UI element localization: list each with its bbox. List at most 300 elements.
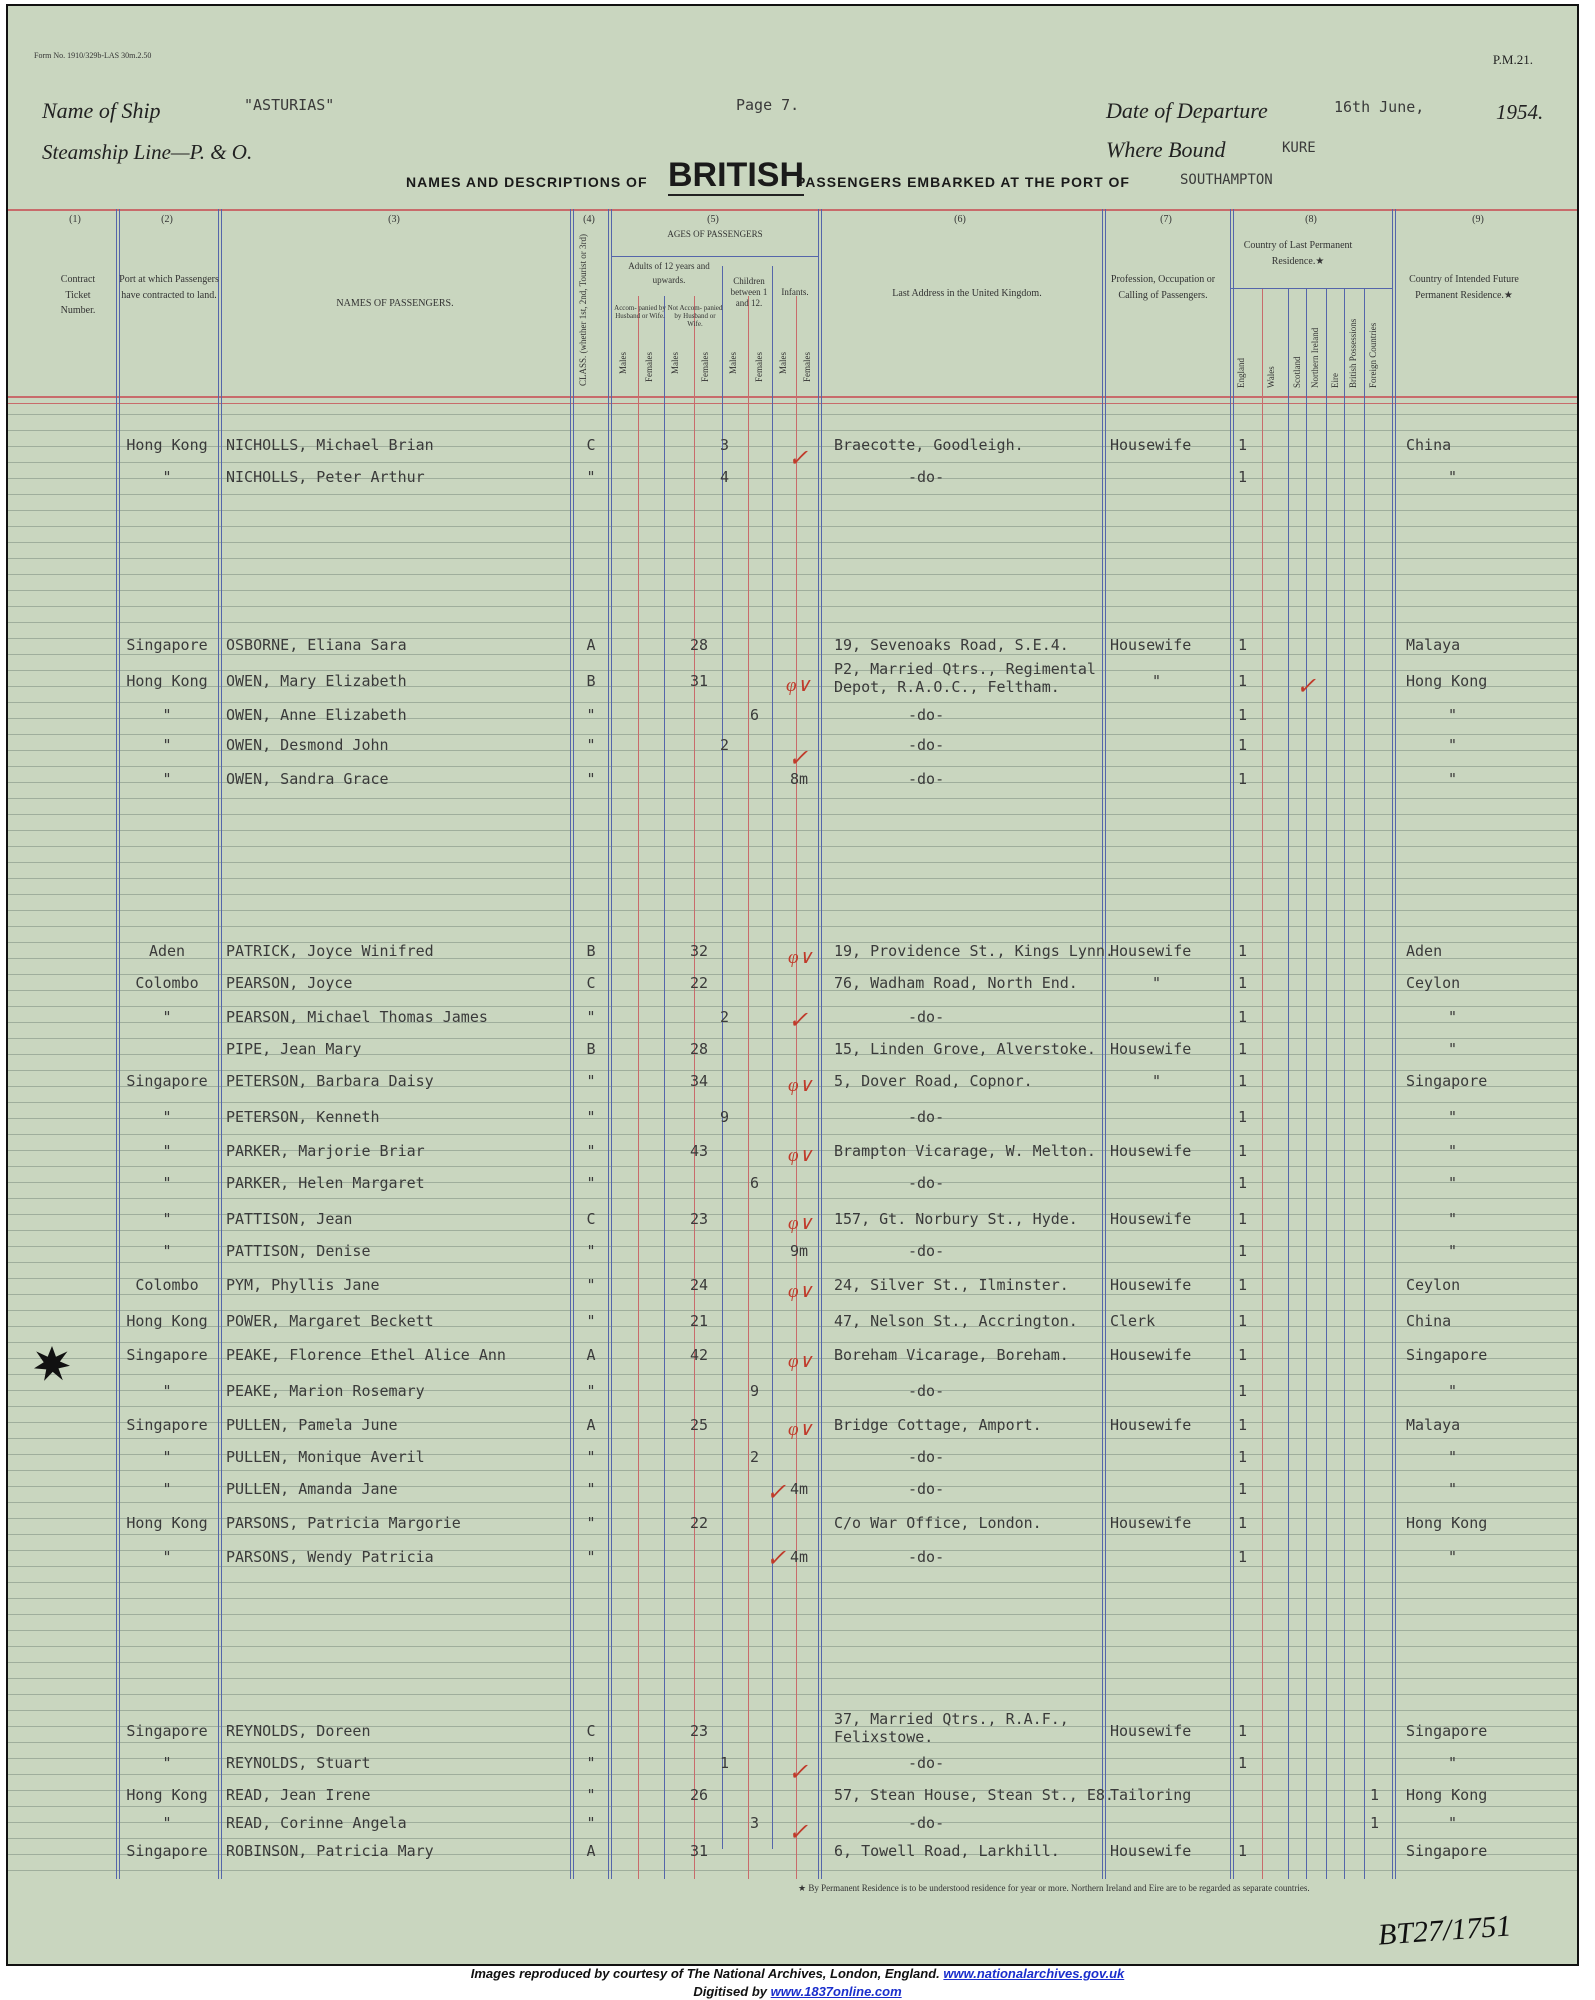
future-residence-cell: Singapore — [1406, 1842, 1488, 1860]
class-cell: " — [586, 1448, 596, 1466]
address-cell: 24, Silver St., Ilminster. — [834, 1276, 1069, 1294]
profession-cell: " — [1152, 1072, 1162, 1090]
ruled-line — [8, 1694, 1577, 1695]
country-subcolumn-divider — [1288, 288, 1289, 1879]
header-females-4: Females — [802, 352, 812, 382]
port-cell: " — [162, 736, 172, 754]
col-num-4: (4) — [583, 214, 595, 225]
profession-cell: Housewife — [1110, 1514, 1192, 1532]
class-cell: " — [586, 1514, 596, 1532]
ruled-line — [8, 1710, 1577, 1711]
check-mark-icon: ✓ — [788, 746, 809, 772]
country-last-cell: 1 — [1238, 1174, 1248, 1192]
profession-cell: Housewife — [1110, 1722, 1192, 1740]
class-cell: A — [586, 1842, 596, 1860]
address-cell: Brampton Vicarage, W. Melton. — [834, 1142, 1096, 1160]
departure-date: 16th June, — [1334, 98, 1425, 116]
footnote: ★ By Permanent Residence is to be understood residence for year or more. Northern Ireland and Eire are to be regarded as separate countries. — [798, 1883, 1310, 1893]
ruled-line — [8, 606, 1577, 607]
ruled-line — [8, 830, 1577, 831]
1837online-link[interactable]: www.1837online.com — [770, 1984, 902, 1999]
name-cell: PATTISON, Denise — [226, 1242, 371, 1260]
port-cell: " — [162, 1108, 172, 1126]
ruled-line — [8, 1038, 1577, 1039]
ruled-line — [8, 702, 1577, 703]
age-cell: 24 — [690, 1276, 709, 1294]
name-cell: PARKER, Marjorie Briar — [226, 1142, 425, 1160]
port-cell: Singapore — [126, 1416, 208, 1434]
ruled-line — [8, 1630, 1577, 1631]
name-cell: OSBORNE, Eliana Sara — [226, 636, 407, 654]
ruled-line — [8, 590, 1577, 591]
column-divider — [1392, 209, 1393, 1879]
future-residence-cell: Singapore — [1406, 1722, 1488, 1740]
ruled-line — [8, 1662, 1577, 1663]
initial-mark-icon: φ∨ — [788, 1075, 813, 1096]
column-divider — [570, 209, 571, 1879]
port-cell: " — [162, 1142, 172, 1160]
country-last-cell: 1 — [1238, 636, 1248, 654]
country-last-cell: 1 — [1238, 1722, 1248, 1740]
header-infants: Infants. — [781, 287, 809, 297]
country-last-cell: 1 — [1238, 974, 1248, 992]
address-cell: 47, Nelson St., Accrington. — [834, 1312, 1078, 1330]
col-num-2: (2) — [161, 214, 173, 225]
check-mark-icon: ✓ — [788, 1008, 809, 1034]
name-cell: PULLEN, Pamela June — [226, 1416, 398, 1434]
country-last-cell: 1 — [1238, 1754, 1248, 1772]
profession-cell: Housewife — [1110, 1276, 1192, 1294]
class-cell: " — [586, 1142, 596, 1160]
age-cell: 31 — [690, 672, 709, 690]
profession-cell: Clerk — [1110, 1312, 1156, 1330]
age-subcolumn-divider — [772, 266, 773, 1849]
name-cell: PULLEN, Amanda Jane — [226, 1480, 398, 1498]
country-last-cell: 1 — [1238, 1210, 1248, 1228]
header-names: NAMES OF PASSENGERS. — [336, 298, 454, 309]
class-cell: " — [586, 1754, 596, 1772]
initial-mark-icon: φ∨ — [788, 1145, 813, 1166]
column-divider-inner — [1395, 209, 1396, 1879]
class-cell: " — [586, 1786, 596, 1804]
country-last-cell: 1 — [1238, 1040, 1248, 1058]
profession-cell: Housewife — [1110, 942, 1192, 960]
age-cell: 22 — [690, 974, 709, 992]
credit-line-1 — [0, 1966, 1595, 1981]
header-class: CLASS. (whether 1st, 2nd, Tourist or 3rd) — [578, 234, 588, 386]
address-cell: 57, Stean House, Stean St., E8. — [834, 1786, 1114, 1804]
check-mark-icon: ✓ — [788, 446, 809, 472]
header-adults: Adults of 12 years and upwards. — [628, 261, 710, 285]
country-last-cell: 1 — [1238, 672, 1248, 690]
name-cell: PULLEN, Monique Averil — [226, 1448, 425, 1466]
class-cell: C — [586, 974, 596, 992]
country-last-cell: 1 — [1238, 1448, 1248, 1466]
country-last-cell: 1 — [1238, 1108, 1248, 1126]
ruled-line — [8, 1806, 1577, 1807]
name-cell: PEARSON, Michael Thomas James — [226, 1008, 488, 1026]
ruled-line — [8, 494, 1577, 495]
passenger-list-sheet — [6, 4, 1579, 1966]
profession-cell: Housewife — [1110, 1416, 1192, 1434]
port-cell: " — [162, 1480, 172, 1498]
initial-mark-icon: φ∨ — [788, 1351, 813, 1372]
future-residence-cell: China — [1406, 1312, 1452, 1330]
column-divider-inner — [821, 209, 822, 1879]
age-cell: 34 — [690, 1072, 709, 1090]
column-divider — [1230, 209, 1231, 1879]
age-cell: 8m — [790, 770, 809, 788]
name-cell: POWER, Margaret Beckett — [226, 1312, 434, 1330]
ruled-line — [8, 574, 1577, 575]
header-children: Children between 1 and 12. — [730, 276, 768, 308]
future-residence-cell: " — [1448, 736, 1458, 754]
header-country-england: England — [1236, 358, 1246, 388]
column-divider — [218, 209, 219, 1879]
port-cell: Colombo — [135, 1276, 199, 1294]
ruled-line — [8, 878, 1577, 879]
ruled-line — [8, 526, 1577, 527]
country-subcolumn-divider — [1326, 288, 1327, 1879]
address-cell: -do- — [908, 1108, 945, 1126]
nationalarchives-link[interactable]: www.nationalarchives.gov.uk — [943, 1966, 1125, 1981]
country-rule — [1230, 288, 1392, 289]
country-last-cell: 1 — [1238, 1008, 1248, 1026]
column-divider — [818, 209, 819, 1879]
column-divider — [116, 209, 117, 1879]
address-cell: P2, Married Qtrs., Regimental — [834, 660, 1096, 678]
credit-line-2 — [0, 1984, 1595, 1999]
class-cell: " — [586, 736, 596, 754]
ruled-line — [8, 1342, 1577, 1343]
name-cell: PEARSON, Joyce — [226, 974, 353, 992]
port-cell: Singapore — [126, 1722, 208, 1740]
ruled-line — [8, 734, 1577, 735]
future-residence-cell: Singapore — [1406, 1346, 1488, 1364]
name-cell: PARSONS, Patricia Margorie — [226, 1514, 461, 1532]
future-residence-cell: " — [1448, 1040, 1458, 1058]
header-intended-residence: Country of Intended Future Permanent Residence.★ — [1409, 274, 1519, 301]
profession-cell: Tailoring — [1110, 1786, 1192, 1804]
port-cell: " — [162, 1008, 172, 1026]
future-residence-cell: Hong Kong — [1406, 672, 1488, 690]
future-residence-cell: " — [1448, 1382, 1458, 1400]
class-cell: " — [586, 706, 596, 724]
profession-cell: Housewife — [1110, 436, 1192, 454]
header-males-2: Males — [670, 352, 680, 374]
ruled-line — [8, 1614, 1577, 1615]
class-cell: " — [586, 1312, 596, 1330]
column-divider-inner — [611, 209, 612, 1879]
address-cell: 19, Sevenoaks Road, S.E.4. — [834, 636, 1069, 654]
initial-mark-icon: φ∨ — [788, 1281, 813, 1302]
header-females-2: Females — [700, 352, 710, 382]
col-num-3: (3) — [388, 214, 400, 225]
header-females-1: Females — [644, 352, 654, 382]
class-cell: " — [586, 468, 596, 486]
initial-mark-icon: φ∨ — [788, 1419, 813, 1440]
age-cell: 9 — [720, 1108, 730, 1126]
age-cell: 1 — [720, 1754, 730, 1772]
name-cell: PARSONS, Wendy Patricia — [226, 1548, 434, 1566]
name-cell: PETERSON, Kenneth — [226, 1108, 380, 1126]
name-cell: OWEN, Anne Elizabeth — [226, 706, 407, 724]
check-mark-icon: ✓ — [766, 1480, 787, 1506]
port-cell: " — [162, 706, 172, 724]
column-divider-inner — [221, 209, 222, 1879]
ruled-line — [8, 1502, 1577, 1503]
ruled-line — [8, 1582, 1577, 1583]
age-cell: 32 — [690, 942, 709, 960]
port-cell: Hong Kong — [126, 1514, 208, 1532]
future-residence-cell: " — [1448, 1242, 1458, 1260]
age-cell: 23 — [690, 1210, 709, 1228]
ruled-line — [8, 1102, 1577, 1103]
country-subcolumn-divider — [1262, 288, 1263, 1879]
credit-text-1: Images reproduced by courtesy of The National Archives, London, England. — [470, 1966, 940, 1981]
initial-mark-icon: φ∨ — [788, 1213, 813, 1234]
port-cell: " — [162, 1754, 172, 1772]
age-cell: 4m — [790, 1548, 809, 1566]
profession-cell: Housewife — [1110, 1346, 1192, 1364]
check-mark-icon: ✓ — [1296, 674, 1317, 700]
col-num-7: (7) — [1160, 214, 1172, 225]
port-cell: " — [162, 1242, 172, 1260]
label-name-of-ship: Name of Ship — [42, 98, 161, 123]
ruled-line — [8, 558, 1577, 559]
ruled-line — [8, 510, 1577, 511]
address-cell: -do- — [908, 1382, 945, 1400]
country-last-cell: 1 — [1238, 1072, 1248, 1090]
address-cell: -do- — [908, 1448, 945, 1466]
future-residence-cell: Malaya — [1406, 636, 1461, 654]
future-residence-cell: Malaya — [1406, 1416, 1461, 1434]
header-top-rule — [8, 209, 1577, 211]
address-cell: -do- — [908, 1480, 945, 1498]
form-number: Form No. 1910/329b-LAS 30m.2.50 — [34, 51, 152, 60]
column-divider — [1102, 209, 1103, 1879]
future-residence-cell: " — [1448, 706, 1458, 724]
country-subcolumn-divider — [1306, 288, 1307, 1879]
name-cell: PETERSON, Barbara Daisy — [226, 1072, 434, 1090]
address-cell: 6, Towell Road, Larkhill. — [834, 1842, 1060, 1860]
class-cell: A — [586, 1416, 596, 1434]
port-cell: " — [162, 1382, 172, 1400]
port-cell: " — [162, 1548, 172, 1566]
address-cell: 19, Providence St., Kings Lynn. — [834, 942, 1114, 960]
port-cell: " — [162, 1814, 172, 1832]
column-divider-inner — [1233, 209, 1234, 1879]
class-cell: " — [586, 1814, 596, 1832]
name-cell: PEAKE, Florence Ethel Alice Ann — [226, 1346, 506, 1364]
ruled-line — [8, 1742, 1577, 1743]
port-cell: " — [162, 1210, 172, 1228]
credit-text-2: Digitised by — [693, 1984, 768, 1999]
ruled-line — [8, 798, 1577, 799]
port-cell: Hong Kong — [126, 1786, 208, 1804]
country-last-cell: 1 — [1238, 1842, 1248, 1860]
port-cell: Singapore — [126, 1346, 208, 1364]
age-subcolumn-divider — [722, 266, 723, 1849]
ruled-line — [8, 1646, 1577, 1647]
age-cell: 2 — [720, 736, 730, 754]
ruled-line — [8, 926, 1577, 927]
age-cell: 42 — [690, 1346, 709, 1364]
class-cell: C — [586, 436, 596, 454]
address-cell: Braecotte, Goodleigh. — [834, 436, 1024, 454]
address-cell: -do- — [908, 1754, 945, 1772]
age-cell: 23 — [690, 1722, 709, 1740]
country-last-cell: 1 — [1238, 1514, 1248, 1532]
country-last-cell: 1 — [1238, 1382, 1248, 1400]
ruled-line — [8, 1198, 1577, 1199]
header-females-3: Females — [754, 352, 764, 382]
future-residence-cell: Singapore — [1406, 1072, 1488, 1090]
adults-rule — [612, 256, 818, 257]
port-cell: Singapore — [126, 1842, 208, 1860]
ruled-line — [8, 1470, 1577, 1471]
address-cell: C/o War Office, London. — [834, 1514, 1042, 1532]
address-cell: 5, Dover Road, Copnor. — [834, 1072, 1033, 1090]
class-cell: " — [586, 770, 596, 788]
profession-cell: Housewife — [1110, 1842, 1192, 1860]
profession-cell: Housewife — [1110, 636, 1192, 654]
name-cell: READ, Corinne Angela — [226, 1814, 407, 1832]
class-cell: " — [586, 1276, 596, 1294]
name-cell: PATRICK, Joyce Winifred — [226, 942, 434, 960]
country-last-cell: 1 — [1238, 706, 1248, 724]
ruled-line — [8, 1070, 1577, 1071]
address-cell: 157, Gt. Norbury St., Hyde. — [834, 1210, 1078, 1228]
ruled-line — [8, 910, 1577, 911]
class-cell: " — [586, 1548, 596, 1566]
initial-mark-icon: φ∨ — [788, 947, 813, 968]
ruled-line — [8, 862, 1577, 863]
country-last-cell: 1 — [1238, 468, 1248, 486]
address-cell: -do- — [908, 770, 945, 788]
header-contract: Contract Ticket Number. — [60, 274, 96, 316]
country-last-cell: 1 — [1370, 1814, 1380, 1832]
age-cell: 21 — [690, 1312, 709, 1330]
col-num-1: (1) — [69, 214, 81, 225]
departure-year: 1954. — [1496, 100, 1544, 124]
class-cell: C — [586, 1210, 596, 1228]
class-cell: B — [586, 942, 596, 960]
address-cell-line2: Felixstowe. — [834, 1728, 934, 1746]
address-cell: -do- — [908, 736, 945, 754]
port-cell: Hong Kong — [126, 1312, 208, 1330]
ruled-line — [8, 1870, 1577, 1871]
ruled-line — [8, 1310, 1577, 1311]
ruled-line — [8, 846, 1577, 847]
title-suffix: PASSENGERS EMBARKED AT THE PORT OF — [796, 174, 1130, 190]
future-residence-cell: Ceylon — [1406, 974, 1461, 992]
age-cell: 6 — [750, 706, 760, 724]
title-prefix: NAMES AND DESCRIPTIONS OF — [406, 174, 648, 190]
port-cell: Hong Kong — [126, 672, 208, 690]
header-bottom-rule-2 — [8, 403, 1577, 404]
ruled-line — [8, 814, 1577, 815]
port-cell: Aden — [148, 942, 186, 960]
header-not-accompanied: Not Accom- panied by Husband or Wife. — [667, 304, 723, 329]
ruled-line — [8, 1374, 1577, 1375]
column-divider — [608, 209, 609, 1879]
address-cell: -do- — [908, 1008, 945, 1026]
ship-name: "ASTURIAS" — [244, 96, 335, 114]
country-last-cell: 1 — [1238, 942, 1248, 960]
ruled-line — [8, 542, 1577, 543]
profession-cell: Housewife — [1110, 1142, 1192, 1160]
ruled-line — [8, 1406, 1577, 1407]
age-cell: 9m — [790, 1242, 809, 1260]
address-cell: -do- — [908, 1548, 945, 1566]
country-last-cell: 1 — [1238, 1416, 1248, 1434]
country-last-cell: 1 — [1238, 770, 1248, 788]
country-last-cell: 1 — [1238, 1480, 1248, 1498]
future-residence-cell: Hong Kong — [1406, 1786, 1488, 1804]
port-cell: Singapore — [126, 1072, 208, 1090]
future-residence-cell: " — [1448, 1210, 1458, 1228]
address-cell: -do- — [908, 1242, 945, 1260]
future-residence-cell: " — [1448, 1814, 1458, 1832]
where-bound-value: KURE — [1282, 140, 1316, 156]
age-cell: 4m — [790, 1480, 809, 1498]
age-cell: 3 — [720, 436, 730, 454]
col-num-8: (8) — [1305, 214, 1317, 225]
address-cell: 76, Wadham Road, North End. — [834, 974, 1078, 992]
label-where-bound: Where Bound — [1106, 137, 1226, 162]
ruled-line — [8, 622, 1577, 623]
column-divider-inner — [119, 209, 120, 1879]
future-residence-cell: " — [1448, 1480, 1458, 1498]
age-cell: 22 — [690, 1514, 709, 1532]
header-country-wales: Wales — [1266, 366, 1276, 388]
country-last-cell: 1 — [1238, 1548, 1248, 1566]
class-cell: " — [586, 1382, 596, 1400]
port-cell: Colombo — [135, 974, 199, 992]
class-cell: " — [586, 1072, 596, 1090]
name-cell: REYNOLDS, Doreen — [226, 1722, 371, 1740]
ruled-line — [8, 670, 1577, 671]
class-cell: C — [586, 1722, 596, 1740]
port-cell: Singapore — [126, 636, 208, 654]
profession-cell: " — [1152, 672, 1162, 690]
age-cell: 9 — [750, 1382, 760, 1400]
check-mark-icon: ✓ — [788, 1760, 809, 1786]
age-cell: 25 — [690, 1416, 709, 1434]
profession-cell: Housewife — [1110, 1040, 1192, 1058]
port-cell: " — [162, 468, 172, 486]
age-cell: 2 — [720, 1008, 730, 1026]
name-cell: OWEN, Desmond John — [226, 736, 389, 754]
header-males-1: Males — [618, 352, 628, 374]
class-cell: A — [586, 636, 596, 654]
ruled-line — [8, 430, 1577, 431]
column-divider-inner — [1105, 209, 1106, 1879]
name-cell: PARKER, Helen Margaret — [226, 1174, 425, 1192]
name-cell: PYM, Phyllis Jane — [226, 1276, 380, 1294]
header-country-last: Country of Last Permanent Residence.★ — [1243, 240, 1353, 267]
header-country-eire: Eire — [1330, 373, 1340, 388]
name-cell: READ, Jean Irene — [226, 1786, 371, 1804]
country-subcolumn-divider — [1364, 288, 1365, 1879]
address-cell: -do- — [908, 1174, 945, 1192]
class-cell: " — [586, 1480, 596, 1498]
ruled-line — [8, 1678, 1577, 1679]
profession-cell: Housewife — [1110, 1210, 1192, 1228]
age-subcolumn-divider — [638, 296, 639, 1879]
ruled-line — [8, 414, 1577, 415]
